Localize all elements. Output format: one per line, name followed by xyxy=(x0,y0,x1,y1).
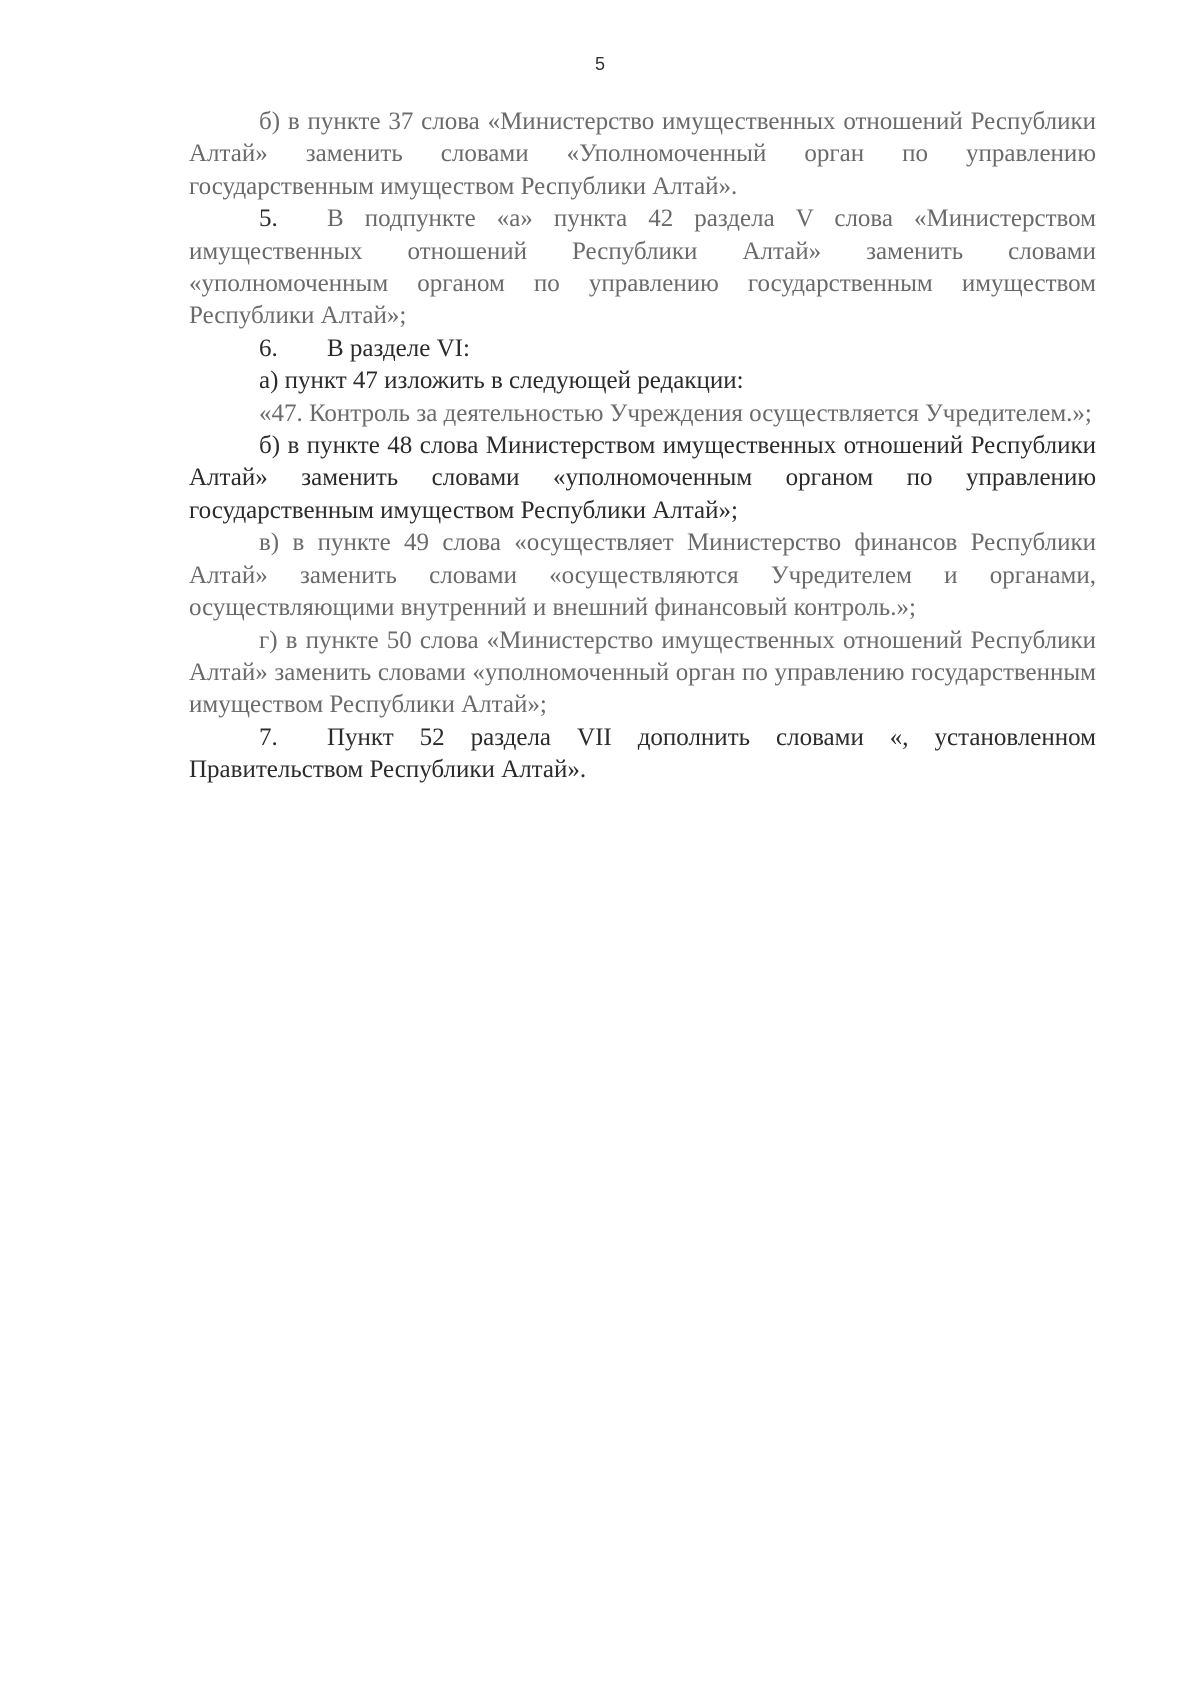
paragraph-item-v-49 xyxy=(189,527,1096,624)
paragraph-text: В разделе VI: xyxy=(327,334,470,362)
paragraph-number: 5. xyxy=(259,205,278,233)
paragraph-item-b-37 xyxy=(189,106,1096,203)
paragraph-text: в) в пункте 49 слова «осуществляет Министерство финансов Республики Алтай» заменить словами «осуществляются Учредителем и органами, осуществляющими внутренний и внешний финансовый контроль.»; xyxy=(189,529,1096,622)
paragraph-text: Пункт 52 раздела VII дополнить словами «, установленном Правительством Республики Алтай». xyxy=(189,723,1096,784)
paragraph-text: г) в пункте 50 слова «Министерство имущественных отношений Республики Алтай» заменить словами «уполномоченный орган по управлению государственным имуществом Республики Алтай»; xyxy=(189,626,1096,719)
paragraph-text: б) в пункте 37 слова «Министерство имущественных отношений Республики Алтай» заменить словами «Уполномоченный орган по управлению государственным имуществом Республики Алтай». xyxy=(189,108,1096,200)
paragraph-text: б) в пункте 48 слова Министерством имущественных отношений Республики Алтай» заменить словами «уполномоченным органом по управлению государственным имуществом Республики Алтай»; xyxy=(189,432,1096,524)
paragraph-section-7 xyxy=(189,722,1096,787)
paragraph-section-5 xyxy=(189,203,1096,333)
paragraph-text: а) пункт 47 изложить в следующей редакции: xyxy=(259,367,744,395)
page-number: 5 xyxy=(594,54,605,74)
paragraph-number: 6. xyxy=(259,334,278,362)
paragraph-section-6 xyxy=(189,333,1096,365)
paragraph-text: В подпункте «а» пункта 42 раздела V слова «Министерством имущественных отношений Республики Алтай» заменить словами «уполномоченным органом по управлению государственным имуществом Республики Алтай»; xyxy=(189,205,1096,330)
document-body xyxy=(189,106,1096,787)
paragraph-quote-47 xyxy=(189,398,1096,430)
paragraph-item-g-50 xyxy=(189,625,1096,722)
paragraph-number: 7. xyxy=(259,723,278,751)
paragraph-item-b-48 xyxy=(189,430,1096,527)
paragraph-item-a-47 xyxy=(189,365,1096,397)
paragraph-text: «47. Контроль за деятельностью Учреждения осуществляется Учредителем.»; xyxy=(259,399,1092,427)
